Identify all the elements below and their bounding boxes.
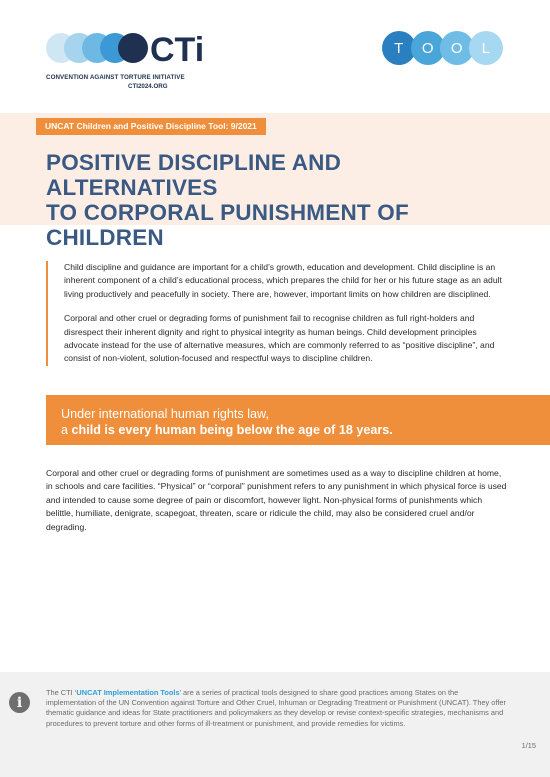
intro-paragraph-1: Child discipline and guidance are important for a child’s growth, education and development. Child discipline is an inherent component of a child’s educational process, which prepares the child for her or his future stage as an adult living productively and peacefully in society. There are, however, important limits on how children are disciplined. [64,262,502,299]
info-icon: i [9,692,30,713]
callout-line-1: Under international human rights law, [61,407,269,421]
uncat-tools-link[interactable]: UNCAT Implementation Tools [76,688,180,697]
tool-letter-t: T [382,31,416,65]
tool-badge [382,31,504,65]
intro-paragraph-2: Corporal and other cruel or degrading forms of punishment fail to recognise children as full right-holders and disrespect their inherent dignity and right to physical integrity as human beings. Child development principles advocate instead for the use of alternative measures, which are commonly referred to as “positive discipline”, and consist of non-violent, solution-focused and respectful ways to discipline children. [64,313,495,364]
page-title: POSITIVE DISCIPLINE AND ALTERNATIVES TO CORPORAL PUNISHMENT OF CHILDREN [46,150,409,250]
tool-letter-o2: O [440,31,474,65]
footer-text-after: ’ are a series of practical tools designed to share good practices among States on the implementation of the UN Convention against Torture and Other Cruel, Inhuman or Degrading Treatment or Punishment (UNCAT). They offer thematic guidance and ideas for State practitioners and policymakers as they develop or revise context-specific strategies, mechanisms and procedures to prevent torture and other forms of ill-treatment or punishment, and provide remedies for victims. [46,688,506,728]
intro-block [46,261,508,366]
logo-url: CTI2024.ORG [128,83,168,90]
tool-series-label: UNCAT Children and Positive Discipline Tool: 9/2021 [36,118,266,135]
footer-text-before: The CTI ‘ [46,688,77,697]
logo-circle-5 [118,33,148,63]
callout-emphasis: child is every human being below the age of 18 years. [71,423,393,437]
tool-letter-l: L [469,31,503,65]
footer-note [0,672,550,777]
cti-logo [46,30,246,90]
body-paragraph: Corporal and other cruel or degrading forms of punishment are sometimes used as a way to discipline children at home, in schools and care facilities. “Physical” or “corporal” punishment refers to any punishment in which physical force is used and intended to cause some degree of pain or discomfort, however light. Non-physical forms of punishments which belittle, humiliate, denigrate, scapegoat, threaten, scare or ridicule the child, may also be considered cruel and/or degrading. [46,468,507,532]
callout-line-2 [61,422,536,438]
logo-tagline: CONVENTION AGAINST TORTURE INITIATIVE [46,74,185,81]
tool-letter-o1: O [411,31,445,65]
callout-prefix: a [61,423,72,437]
page-number: 1/15 [521,741,536,750]
footer-text [46,688,508,729]
definition-callout [46,395,550,445]
cti-logo-mark [46,30,205,69]
logo-wordmark: CTi [150,31,205,69]
